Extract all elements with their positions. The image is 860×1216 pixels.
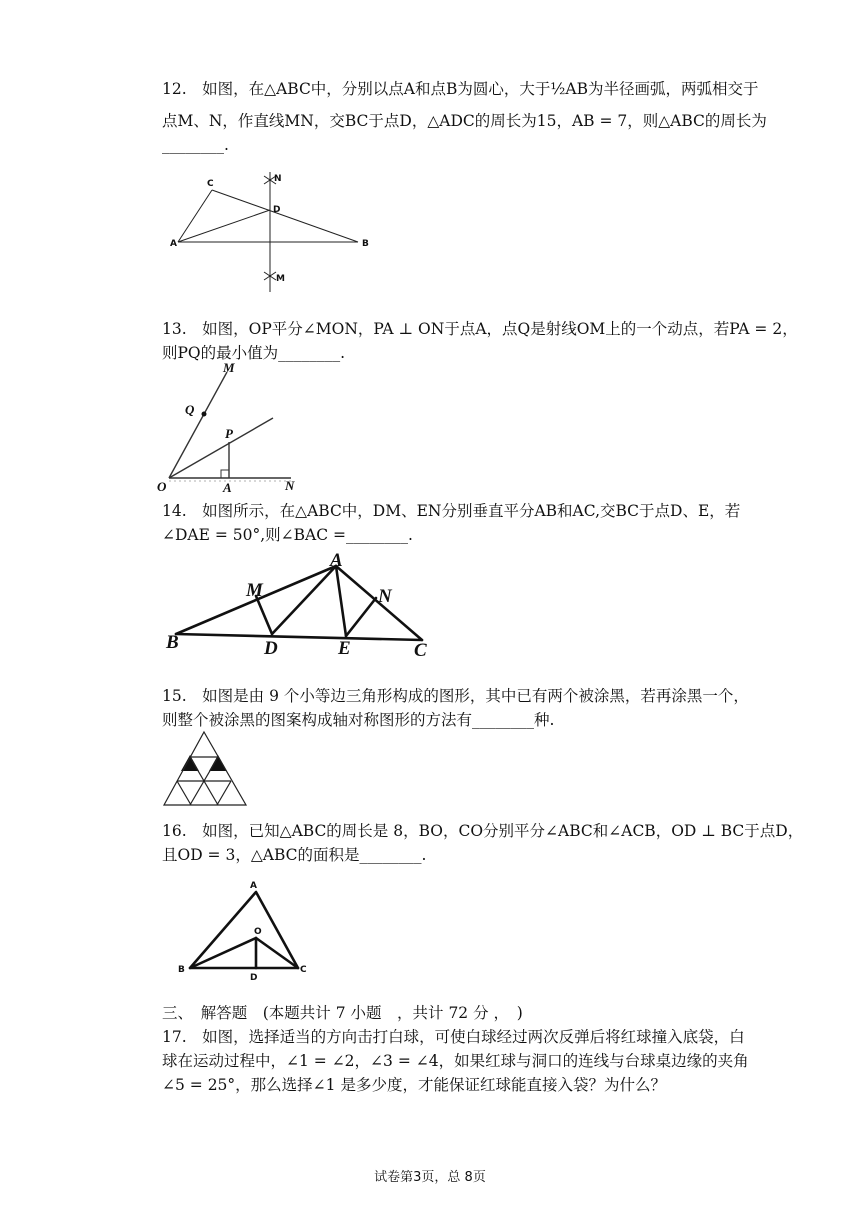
q13-point-q — [202, 412, 207, 417]
q15-text-line2: 则整个被涂黑的图案构成轴对称图形的方法有________种. — [162, 711, 555, 729]
q12-label-a: A — [170, 239, 177, 249]
q12-segment-ad — [178, 210, 270, 242]
q15-text-line1: 15. 如图是由 9 个小等边三角形构成的图形，其中已有两个被涂黑，若再涂黑一个， — [162, 687, 749, 705]
q17-text-line1: 17. 如图，选择适当的方向击打白球，可使白球经过两次反弹后将红球撞入底袋，白 — [162, 1028, 745, 1046]
q12-figure — [160, 168, 380, 298]
q12-label-d: D — [273, 205, 281, 215]
q14-label-e: E — [338, 638, 351, 659]
q14-text-line2: ∠DAE = 50°,则∠BAC =________. — [162, 526, 413, 544]
q13-label-a: A — [223, 480, 232, 495]
page-footer: 试卷第3页，总 8页 — [374, 1170, 486, 1185]
q16-label-a: A — [250, 881, 257, 891]
q13-label-o: O — [157, 479, 167, 494]
q14-figure — [160, 550, 450, 662]
q17-text-line3: ∠5 = 25°，那么选择∠1 是多少度，才能保证红球能直接入袋？为什么？ — [162, 1076, 666, 1094]
q14-segment-ad — [272, 566, 336, 634]
q12-label-b: B — [362, 239, 369, 249]
q14-segment-bc — [176, 634, 422, 640]
q13-label-p: P — [225, 426, 233, 441]
q14-text-line1: 14. 如图所示，在△ABC中，DM、EN分别垂直平分AB和AC,交BC于点D、E，若 — [162, 502, 741, 520]
q14-label-n: N — [378, 586, 392, 607]
q12-label-n: N — [274, 174, 282, 184]
q16-segment-co — [256, 938, 298, 968]
q12-label-m: M — [276, 274, 285, 284]
q13-figure — [155, 358, 315, 498]
q16-label-o: O — [254, 927, 262, 937]
q13-label-n: N — [285, 478, 295, 493]
q15-figure — [162, 730, 252, 808]
q15-diag-2 — [177, 781, 191, 805]
q13-ray-op — [169, 418, 273, 478]
q16-label-b: B — [178, 965, 185, 975]
q12-text-line1: 12. 如图，在△ABC中，分别以点A和点B为圆心，大于½AB为半径画弧，两弧相交于 — [162, 80, 759, 98]
q14-segment-dm — [256, 596, 272, 634]
q14-label-d: D — [264, 638, 278, 659]
q16-label-c: C — [300, 965, 307, 975]
q12-text-line3: ________. — [162, 136, 229, 154]
q17-text-line2: 球在运动过程中，∠1 = ∠2，∠3 = ∠4，如果红球与洞口的连线与台球桌边缘的夹角 — [162, 1052, 749, 1070]
q15-outer-triangle — [164, 732, 246, 805]
q13-text-line2: 则PQ的最小值为________. — [162, 344, 346, 362]
q13-ray-om — [169, 372, 227, 478]
q16-label-d: D — [250, 973, 258, 982]
q16-segment-bo — [190, 938, 256, 968]
q12-text-line2: 点M、N，作直线MN，交BC于点D，△ADC的周长为15，AB = 7，则△ABC的周长为 — [162, 112, 767, 130]
q12-segment-ac — [178, 190, 212, 242]
q15-diag-4 — [217, 781, 231, 805]
q14-segment-en — [346, 598, 376, 636]
q13-label-m: M — [223, 360, 235, 375]
q14-label-a: A — [330, 550, 343, 571]
q16-text-line2: 且OD = 3，△ABC的面积是________. — [162, 846, 427, 864]
section3-heading: 三、 解答题 (本题共计 7 小题 ，共计 72 分 ， ) — [162, 1004, 523, 1022]
q16-text-line1: 16. 如图，已知△ABC的周长是 8，BO，CO分别平分∠ABC和∠ACB，OD ⊥ BC于点D， — [162, 822, 804, 840]
q12-segment-cb — [212, 190, 358, 242]
q16-figure — [170, 872, 320, 982]
q13-label-q: Q — [185, 402, 195, 417]
q13-text-line1: 13. 如图，OP平分∠MON，PA ⊥ ON于点A，点Q是射线OM上的一个动点，若PA = 2， — [162, 320, 798, 338]
q13-right-angle-mark — [221, 470, 229, 478]
q14-label-c: C — [414, 640, 427, 661]
q14-label-m: M — [246, 580, 263, 601]
q14-label-b: B — [166, 632, 179, 653]
q14-segment-ae — [336, 566, 346, 636]
q12-label-c: C — [207, 179, 214, 189]
